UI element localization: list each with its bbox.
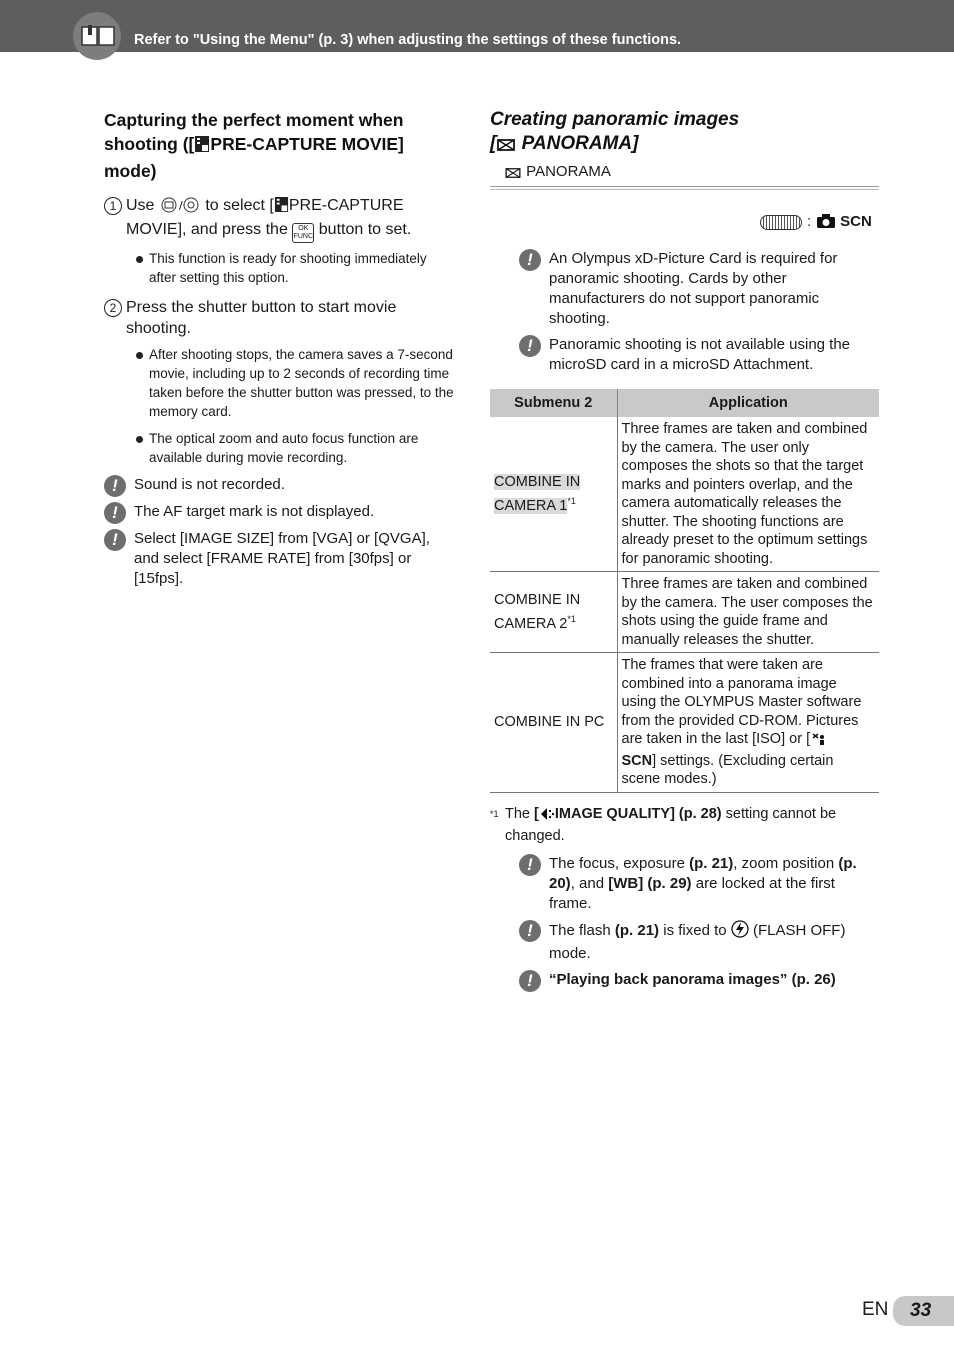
- left-column: [104, 108, 454, 589]
- section-title-precapture: Capturing the perfect moment when shooting ([ PRE-CAPTURE MOVIE] mode): [104, 110, 404, 181]
- note-image-size: ! Select [IMAGE SIZE] from [VGA] or [QVGA], and select [FRAME RATE] from [30fps] or [15fps].: [104, 529, 454, 589]
- arrow-buttons-icon: [159, 197, 201, 219]
- caution-icon: !: [104, 529, 126, 551]
- panorama-subhead: PANORAMA: [490, 163, 879, 187]
- note-af-target: ! The AF target mark is not displayed.: [104, 502, 454, 522]
- table-row: COMBINE IN CAMERA 2$^{*1}$ Three frames are taken and combined by the camera. The user composes the shots using the guide frame and manually releases the shutter.: [490, 572, 879, 653]
- bullet-dot-icon: [136, 436, 143, 443]
- step-2: 2 Press the shutter button to start movie shooting.: [104, 297, 454, 339]
- table-header-application: Application: [617, 389, 879, 417]
- footnote: *1 The [ IMAGE QUALITY] (p. 28) setting cannot be changed.: [490, 805, 837, 844]
- caution-icon: !: [104, 502, 126, 524]
- flash-off-icon: [731, 920, 749, 944]
- bullet-dot-icon: [136, 256, 143, 263]
- step-2-bullet-1: After shooting stops, the camera saves a 7-second movie, including up to 2 seconds of recording time taken before the shutter button was pressed, to the memory card.: [104, 345, 454, 421]
- note-sound: ! Sound is not recorded.: [104, 475, 454, 495]
- precapture-movie-icon: [194, 135, 210, 159]
- step-1-bullet: This function is ready for shooting immediately after setting this option.: [104, 249, 454, 287]
- right-column: [490, 108, 879, 990]
- ok-func-button-icon: OK FUNC: [292, 223, 314, 243]
- table-row: COMBINE IN PC The frames that were taken are combined into a panorama image using the OLYMPUS Master software from the provided CD-ROM. Pictures are taken in the last [ISO] or [ SCN] settings. (Excluding certain scene modes.): [490, 653, 879, 793]
- mode-dial-icon: [760, 215, 802, 230]
- camera-icon: [816, 213, 836, 233]
- caution-icon: !: [519, 920, 541, 942]
- step-number-2: 2: [104, 299, 122, 317]
- step-1: 1 Use / to select [ PRE-CAPTURE MOVIE], and press the OK FUNC button to set.: [104, 195, 454, 243]
- caution-icon: !: [519, 970, 541, 992]
- note-xd-card: ! An Olympus xD-Picture Card is required for panoramic shooting. Cards by other manufacturers do not support panoramic shooting.: [490, 249, 879, 329]
- note-microsd: ! Panoramic shooting is not available using the microSD card in a microSD Attachment.: [490, 335, 879, 375]
- step-number-1: 1: [104, 197, 122, 215]
- panorama-icon: [504, 166, 522, 184]
- note-focus-locked: ! The focus, exposure (p. 21), zoom position (p. 20), and [WB] (p. 29) are locked at the first frame.: [490, 854, 879, 914]
- book-icon: [73, 12, 121, 60]
- svg-text:/: /: [178, 199, 183, 212]
- precapture-movie-icon: [274, 196, 289, 219]
- mode-indicator: : SCN: [490, 187, 879, 243]
- panorama-submenu-table: [490, 389, 879, 793]
- step-2-bullet-2: The optical zoom and auto focus function are available during movie recording.: [104, 429, 454, 467]
- caution-icon: !: [519, 854, 541, 876]
- scn-mode-label: SCN: [816, 213, 872, 233]
- language-label: EN: [862, 1299, 889, 1320]
- panorama-icon: [496, 135, 516, 159]
- section-title-panorama: Creating panoramic images [ PANORAMA]: [490, 108, 879, 159]
- bullet-dot-icon: [136, 352, 143, 359]
- night-portrait-icon: [810, 732, 826, 752]
- image-quality-icon: [539, 807, 555, 827]
- caution-icon: !: [519, 249, 541, 271]
- note-playback-reference: ! “Playing back panorama images” (p. 26): [490, 970, 879, 990]
- table-header-row: [490, 389, 879, 417]
- page-number: 33: [893, 1296, 954, 1326]
- header-bar: [0, 0, 954, 52]
- table-header-submenu: Submenu 2: [490, 389, 617, 417]
- caution-icon: !: [519, 335, 541, 357]
- table-row: COMBINE IN CAMERA 1$^{*1}$ Three frames are taken and combined by the camera. The user only composes the shots so that the target marks and pointers overlap, and the camera automatically releases the shutter. The shooting functions are already preset to the optimum settings for panoramic shooting.: [490, 417, 879, 572]
- note-flash-off: ! The flash (p. 21) is fixed to (FLASH OFF) mode.: [490, 920, 879, 964]
- menu-reference-text: Refer to "Using the Menu" (p. 3) when adjusting the settings of these functions.: [134, 32, 682, 48]
- caution-icon: !: [104, 475, 126, 497]
